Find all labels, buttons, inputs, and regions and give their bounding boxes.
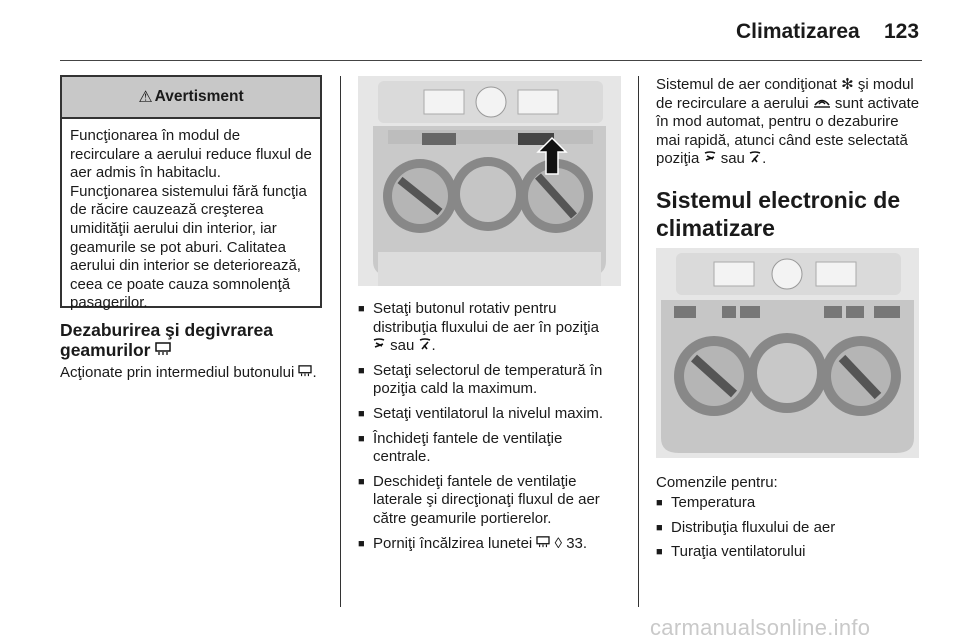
list-item: ■ Turaţia ventilatorului bbox=[656, 543, 921, 562]
column-divider bbox=[638, 76, 639, 607]
rear-window-heater-icon bbox=[155, 345, 171, 360]
footwell-windscreen-icon bbox=[419, 337, 432, 354]
warning-title: Avertisment bbox=[154, 88, 244, 105]
snowflake-icon: ✻ bbox=[841, 76, 854, 93]
control-panel-photo bbox=[358, 76, 621, 286]
rear-window-heater-icon bbox=[298, 364, 312, 381]
header-divider bbox=[60, 60, 922, 61]
controls-list bbox=[656, 494, 921, 568]
list-item: ■ Temperatura bbox=[656, 494, 921, 513]
defrost-intro: Acţionate prin intermediul butonului . bbox=[60, 364, 317, 381]
windscreen-defrost-icon bbox=[373, 337, 386, 354]
electronic-climate-panel-photo bbox=[656, 248, 919, 458]
section-title-electronic-climate: Sistemul electronic de climatizare bbox=[656, 187, 901, 241]
list-item: ■ Setaţi selectorul de temperatură în poziţia cald la maximum. bbox=[358, 362, 623, 399]
list-item: ■ Setaţi butonul rotativ pentru distribuţia fluxului de aer în poziţia sau . bbox=[358, 300, 623, 356]
warning-box bbox=[60, 75, 322, 312]
list-item: ■ Închideţi fantele de ventilaţie centrale. bbox=[358, 430, 623, 467]
defrost-steps-list bbox=[358, 300, 623, 559]
list-item: ■ Porniţi încălzirea lunetei ◊ 33. bbox=[358, 535, 623, 554]
list-item: ■ Distribuţia fluxului de aer bbox=[656, 519, 921, 538]
section-title-defrost: Dezaburirea şi degivrarea geamurilor bbox=[60, 320, 274, 360]
rear-window-heater-icon bbox=[536, 535, 550, 552]
page-number: 123 bbox=[884, 20, 920, 43]
ac-defrost-paragraph: Sistemul de aer condiţionat ✻ şi modul de recirculare a aerului sunt activate în mod automat, pentru o dezaburire mai rapidă, atunci când este selectată poziţia sau . bbox=[656, 76, 920, 168]
page-reference-icon: ◊ bbox=[554, 534, 563, 552]
list-item: ■ Setaţi ventilatorul la nivelul maxim. bbox=[358, 405, 623, 424]
page-header-title: Climatizarea bbox=[736, 20, 860, 43]
warning-header bbox=[62, 77, 320, 119]
windscreen-defrost-icon bbox=[704, 150, 717, 167]
watermark: carmanualsonline.info bbox=[650, 615, 871, 640]
controls-intro: Comenzile pentru: bbox=[656, 474, 778, 491]
warning-triangle-icon: ⚠ bbox=[138, 89, 153, 106]
column-divider bbox=[340, 76, 341, 607]
warning-text: Funcţionarea în modul de recirculare a aerului reduce fluxul de aer admis în habitaclu. Funcţionarea sistemului fără funcţia de răcire cauzează creşterea umidităţii aerului din interior, iar geamurile se pot aburi. Calitatea aerului din interior se deteriorează, ceea ce poate cauza somnolenţă pasagerilor. bbox=[70, 127, 312, 312]
list-item: ■ Deschideţi fantele de ventilaţie laterale şi direcţionaţi fluxul de aer către geamurile portierelor. bbox=[358, 473, 623, 529]
recirculation-icon bbox=[813, 95, 831, 112]
footwell-windscreen-icon bbox=[749, 150, 762, 167]
